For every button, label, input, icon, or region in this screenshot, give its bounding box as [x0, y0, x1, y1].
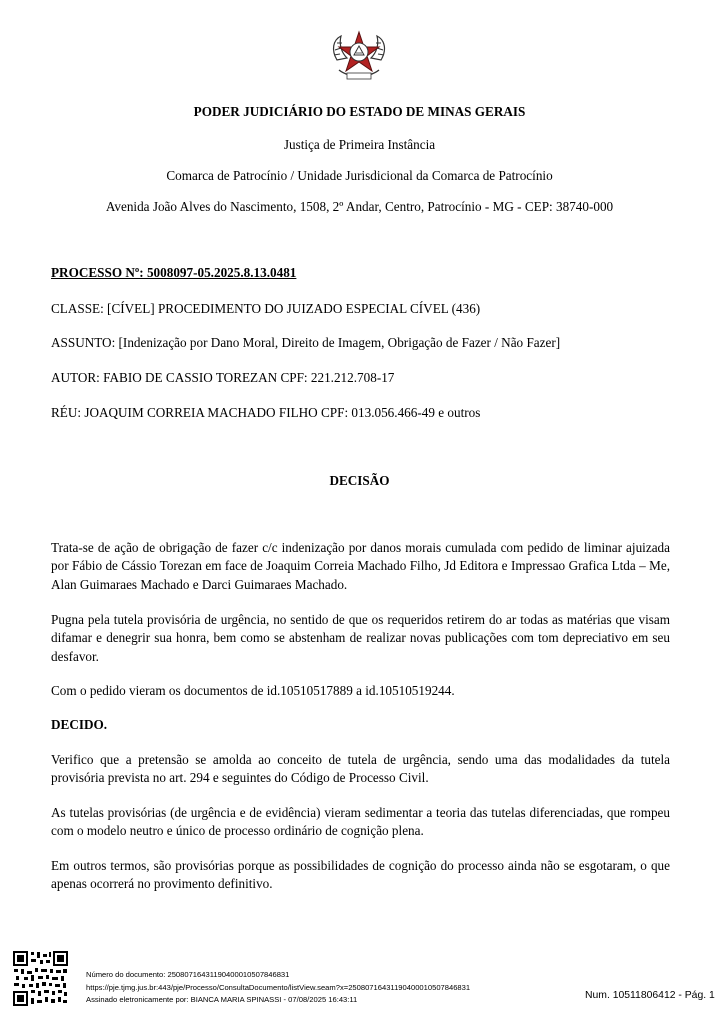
page-number: Num. 10511806412 - Pág. 1 — [585, 990, 715, 1001]
electronic-signature: Assinado eletronicamente por: BIANCA MARIA SPINASSI - 07/08/2025 16:43:11 — [86, 995, 358, 1004]
body-paragraph: Em outros termos, são provisórias porque as possibilidades de cognição do processo ainda não se esgotaram, o que apenas ocorrerá no provimento definitivo. — [51, 858, 670, 892]
body-paragraph: Trata-se de ação de obrigação de fazer c/c indenização por danos morais cumulada com pedido de liminar ajuizada por Fábio de Cássio Torezan em face de Joaquim Correia Machado Filho, Jd Editora e Impressao Grafica Ltda – Me, Alan Guimaraes Machado e Darci Guimaraes Machado. — [51, 540, 670, 592]
document-number: Número do documento: 25080716431190400010507846831 — [86, 970, 290, 979]
court-title: PODER JUDICIÁRIO DO ESTADO DE MINAS GERAIS — [193, 104, 526, 119]
body-paragraph: As tutelas provisórias (de urgência e de evidência) vieram sedimentar a teoria das tutelas diferenciadas, que rompeu com o modelo neutro e único de processo ordinário de cognição plena. — [51, 805, 670, 839]
body-paragraph: Pugna pela tutela provisória de urgência, no sentido de que os requeridos retirem do ar todas as matérias que visam difamar e denegrir sua honra, bem como se abstenham de realizar novas publicações com tom depreciativo em seu desfavor. — [51, 612, 670, 664]
case-defendant: RÉU: JOAQUIM CORREIA MACHADO FILHO CPF: 013.056.466-49 e outros — [51, 405, 481, 420]
court-address: Avenida João Alves do Nascimento, 1508, 2º Andar, Centro, Patrocínio - MG - CEP: 38740-000 — [105, 199, 614, 214]
body-paragraph: Com o pedido vieram os documentos de id.10510517889 a id.10510519244. — [51, 683, 455, 698]
qr-code-icon — [12, 950, 69, 1007]
case-plaintiff: AUTOR: FABIO DE CASSIO TOREZAN CPF: 221.212.708-17 — [51, 370, 395, 385]
body-paragraph: Verifico que a pretensão se amolda ao conceito de tutela de urgência, sendo uma das modalidades da tutela provisória prevista no art. 294 e seguintes do Código de Processo Civil. — [51, 752, 670, 786]
case-subject: ASSUNTO: [Indenização por Dano Moral, Direito de Imagem, Obrigação de Fazer / Não Fazer] — [51, 335, 561, 350]
document-url[interactable]: https://pje.tjmg.jus.br:443/pje/Processo/ConsultaDocumento/listView.seam?x=25080716431190400010507846831 — [86, 982, 471, 992]
court-instance: Justiça de Primeira Instância — [283, 137, 436, 152]
decision-heading: DECISÃO — [329, 473, 390, 488]
coat-of-arms-emblem — [327, 30, 391, 84]
decido-heading: DECIDO. — [51, 717, 108, 732]
court-unit: Comarca de Patrocínio / Unidade Jurisdicional da Comarca de Patrocínio — [166, 168, 553, 183]
case-class: CLASSE: [CÍVEL] PROCEDIMENTO DO JUIZADO ESPECIAL CÍVEL (436) — [51, 301, 481, 316]
signature-footer — [86, 969, 470, 1007]
process-number: PROCESSO Nº: 5008097-05.2025.8.13.0481 — [51, 265, 297, 280]
